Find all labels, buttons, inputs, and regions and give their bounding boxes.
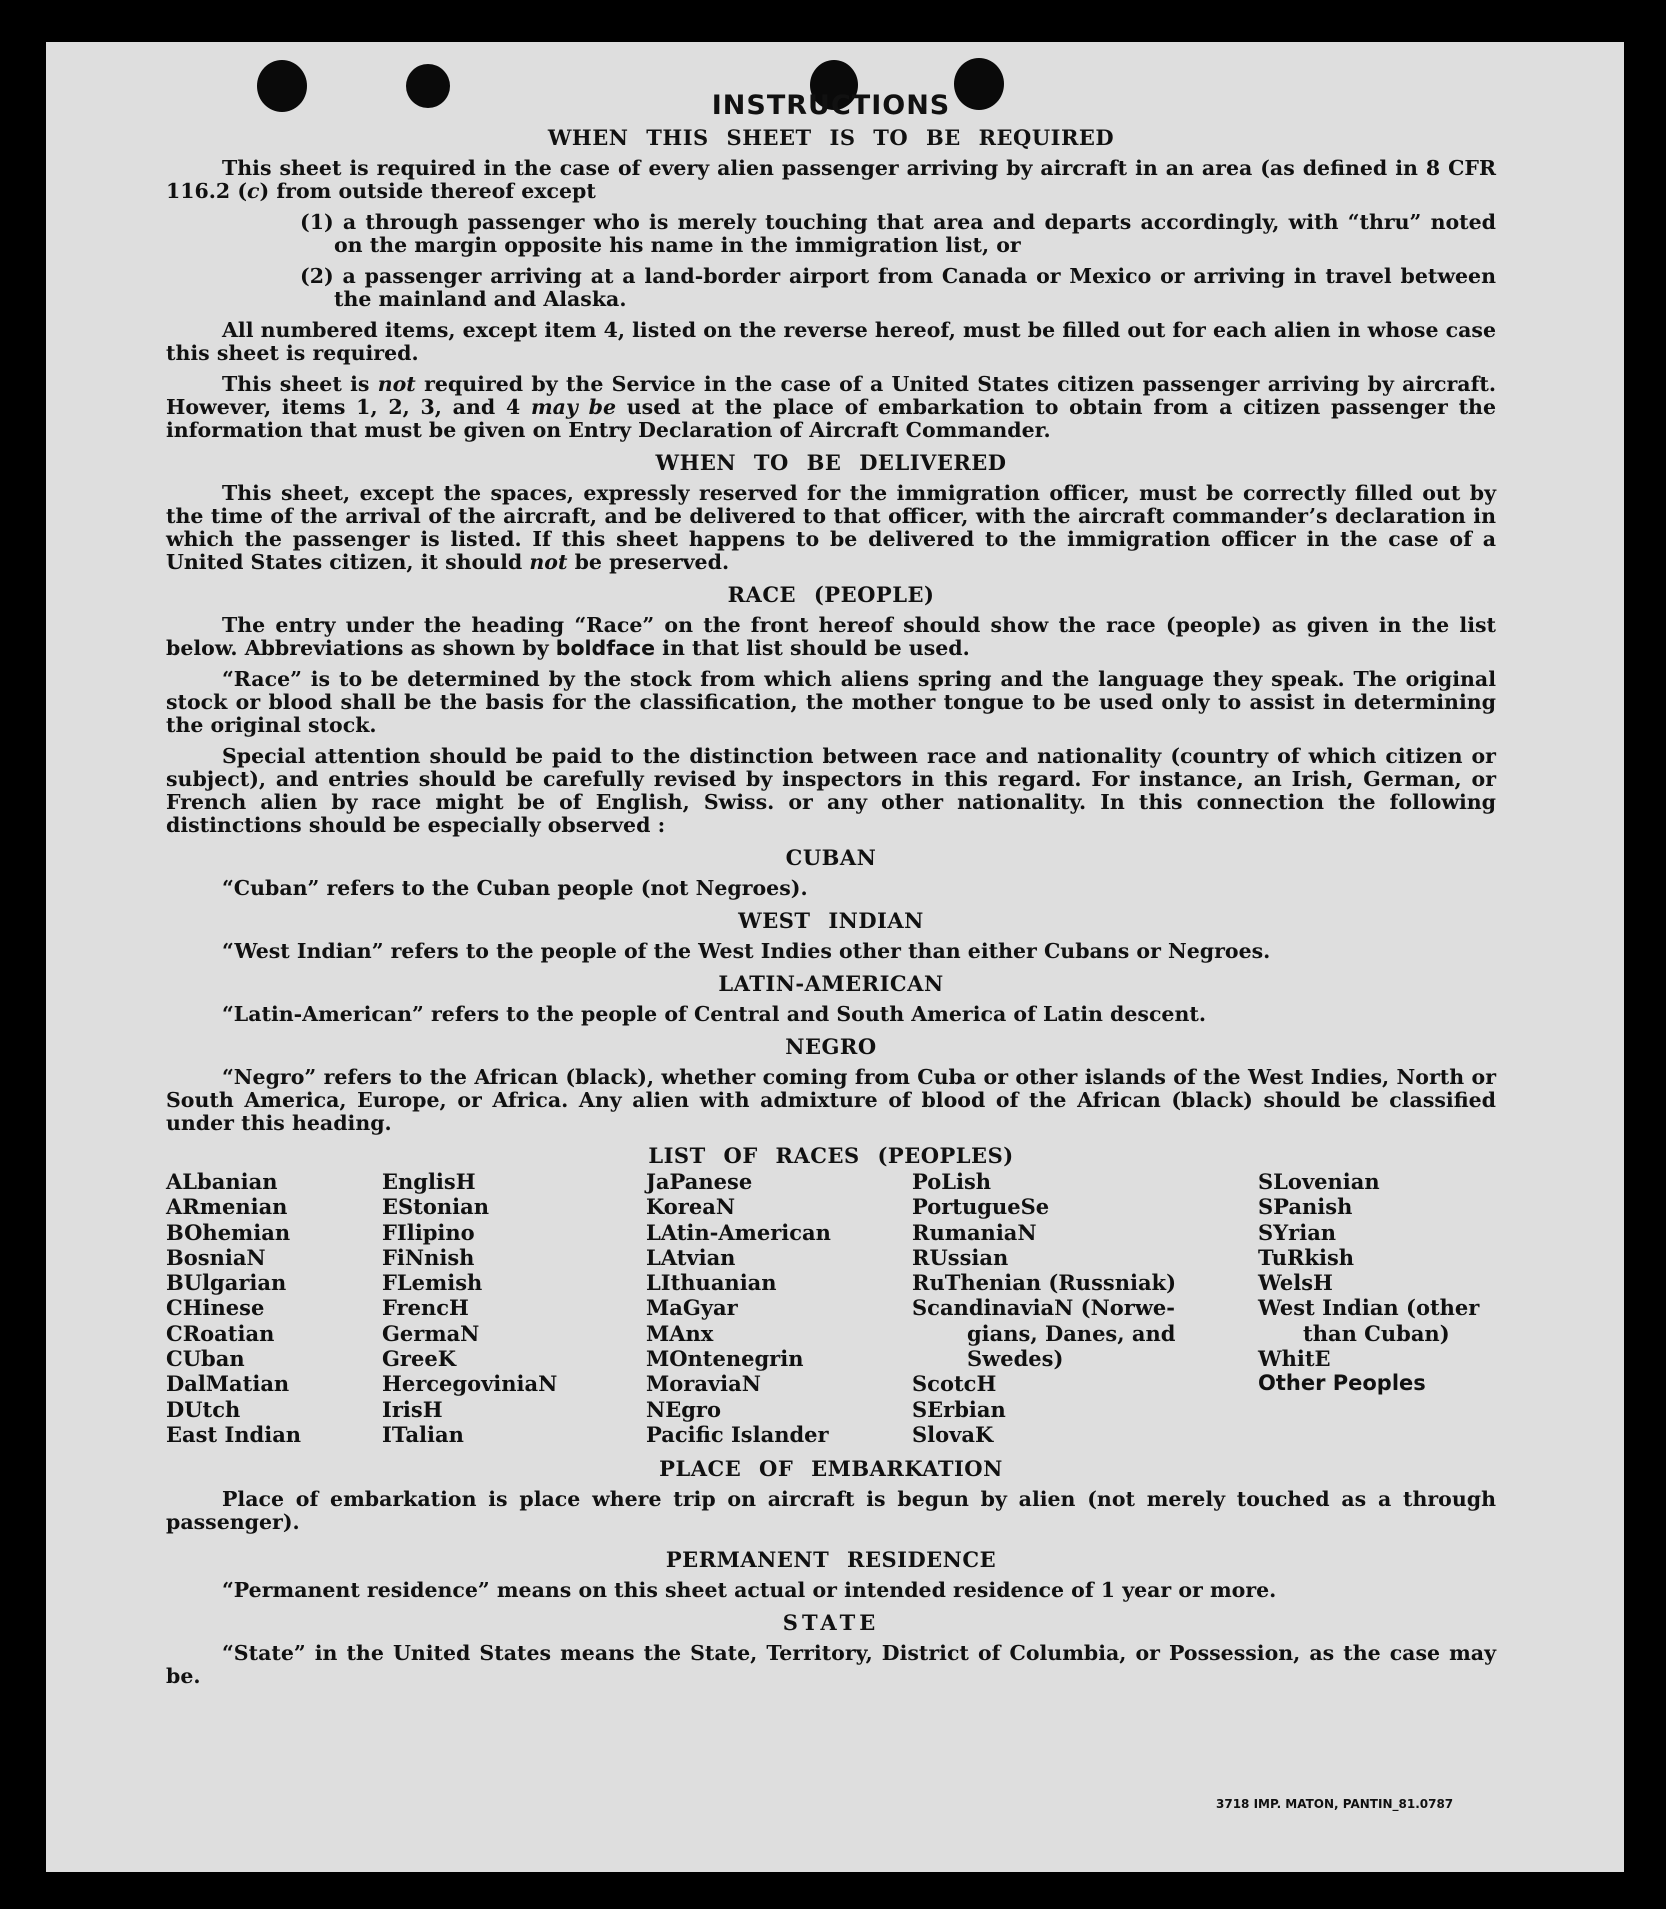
paragraph: “Latin-American” refers to the people of Central and South America of Latin descent. [222, 1002, 1206, 1026]
race-item: RumaniaN [912, 1219, 1037, 1245]
race-item: EnglisH [382, 1169, 476, 1194]
race-item: East Indian [166, 1421, 302, 1447]
race-item: RuThenian (Russniak) [912, 1270, 1177, 1296]
race-item: LAtin-American [646, 1219, 831, 1245]
heading-list-of-races: LIST OF RACES (PEOPLES) [648, 1143, 1014, 1168]
race-item: SPanish [1258, 1194, 1353, 1220]
heading-negro: NEGRO [785, 1034, 877, 1059]
race-item: PoLish [912, 1169, 992, 1194]
race-item: Pacific Islander [646, 1421, 829, 1447]
race-item: SlovaK [912, 1421, 994, 1447]
race-item: NEgro [646, 1396, 721, 1422]
paragraph: “West Indian” refers to the people of the West Indies other than either Cubans or Negroes. [222, 939, 1271, 963]
race-item: ScandinaviaN (Norwe- [912, 1295, 1176, 1321]
heading-race: RACE (PEOPLE) [727, 582, 935, 607]
heading-delivered: WHEN TO BE DELIVERED [655, 450, 1007, 475]
race-item: DalMatian [166, 1371, 290, 1397]
race-item: RUssian [912, 1244, 1009, 1270]
race-item: ALbanian [166, 1169, 278, 1194]
exception-item: (1) a through passenger who is merely touching that area and departs accordingly, with “thru” noted on the margin opposite his name in the immigration list, or [300, 210, 1496, 257]
race-item-continued: than Cuban) [1303, 1320, 1450, 1346]
races-list [166, 1169, 1496, 1447]
race-item: EStonian [382, 1194, 489, 1220]
race-item: BosniaN [166, 1244, 266, 1270]
race-item: FiNnish [382, 1244, 475, 1270]
race-item-continued: Swedes) [967, 1346, 1064, 1372]
race-item: LAtvian [646, 1244, 736, 1270]
race-item: FIlipino [382, 1219, 475, 1245]
paragraph: “Race” is to be determined by the stock from which aliens spring and the language they speak. The original stock or blood shall be the basis for the classification, the mother tongue to be used only to assist in determining the original stock. [166, 667, 1496, 737]
race-item: CUban [166, 1346, 245, 1372]
instructions-body [166, 90, 1497, 1696]
heading-state: STATE [782, 1610, 880, 1636]
race-item: FrencH [382, 1295, 469, 1321]
heading-west-indian: WEST INDIAN [738, 908, 924, 933]
race-item: GreeK [382, 1346, 456, 1372]
race-item: MaGyar [646, 1295, 738, 1321]
paragraph: “Negro” refers to the African (black), whether coming from Cuba or other islands of the West Indies, North or South America, Europe, or Africa. Any alien with admixture of blood of the African (black) should be classified under this heading. [166, 1065, 1496, 1135]
paragraph: All numbered items, except item 4, listed on the reverse hereof, must be filled out for each alien in whose case this sheet is required. [166, 318, 1496, 365]
page-title: INSTRUCTIONS [711, 90, 951, 121]
race-item: WhitE [1258, 1346, 1331, 1372]
race-item: HercegoviniaN [382, 1371, 558, 1397]
paragraph: “Cuban” refers to the Cuban people (not Negroes). [222, 876, 808, 900]
race-item: BOhemian [166, 1219, 291, 1245]
race-item: Other Peoples [1258, 1371, 1426, 1396]
races-column [912, 1169, 1258, 1447]
exception-item: (2) a passenger arriving at a land-border airport from Canada or Mexico or arriving in travel between the mainland and Alaska. [300, 264, 1496, 311]
race-item: ARmenian [166, 1194, 288, 1220]
race-item: ScotcH [912, 1371, 997, 1397]
race-item: LIthuanian [646, 1270, 777, 1296]
race-item: PortugueSe [912, 1194, 1050, 1220]
race-item: KoreaN [646, 1194, 736, 1220]
race-item: IrisH [382, 1396, 443, 1422]
race-item: FLemish [382, 1270, 483, 1296]
race-item-continued: gians, Danes, and [967, 1320, 1176, 1346]
race-item: SLovenian [1258, 1169, 1380, 1194]
paragraph: Place of embarkation is place where trip on aircraft is begun by alien (not merely touched as a through passenger). [166, 1487, 1496, 1535]
race-item: MAnx [646, 1320, 714, 1346]
race-item: BUlgarian [166, 1270, 287, 1296]
race-item: CHinese [166, 1295, 265, 1321]
race-item: MOntenegrin [646, 1346, 804, 1372]
race-item: JaPanese [646, 1169, 753, 1194]
race-item: TuRkish [1258, 1244, 1355, 1270]
printer-imprint: 3718 IMP. MATON, PANTIN_81.0787 [1216, 1797, 1454, 1811]
race-item: WelsH [1258, 1270, 1333, 1296]
heading-latin-american: LATIN-AMERICAN [718, 971, 944, 996]
heading-embarkation: PLACE OF EMBARKATION [659, 1456, 1003, 1482]
heading-cuban: CUBAN [785, 845, 877, 870]
race-item: CRoatian [166, 1320, 275, 1346]
heading-permanent-residence: PERMANENT RESIDENCE [665, 1547, 997, 1573]
document-sheet [46, 42, 1624, 1872]
heading-required: WHEN THIS SHEET IS TO BE REQUIRED [547, 125, 1115, 150]
paragraph: This sheet is required in the case of every alien passenger arriving by aircraft in an area (as defined in 8 CFR 116.2 (c) from outside thereof except [166, 156, 1496, 203]
races-column [166, 1169, 382, 1447]
race-item: West Indian (other [1258, 1295, 1480, 1321]
races-column [646, 1169, 912, 1447]
races-column [1258, 1169, 1498, 1447]
paragraph: This sheet is not required by the Service in the case of a United States citizen passenger arriving by aircraft. However, items 1, 2, 3, and 4 may be used at the place of embarkation to obtain from a citizen passenger the information that must be given on Entry Declaration of Aircraft Commander. [166, 372, 1497, 442]
races-column [382, 1169, 646, 1447]
race-item: SErbian [912, 1396, 1006, 1422]
paragraph: Special attention should be paid to the distinction between race and nationality (country of which citizen or subject), and entries should be carefully revised by inspectors in this regard. For instance, an Irish, German, or French alien by race might be of English, Swiss. or any other nationality. In this connection the following distinctions should be especially observed : [166, 744, 1496, 837]
paragraph: “State” in the United States means the State, Territory, District of Columbia, or Possession, as the case may be. [166, 1641, 1496, 1689]
race-item: SYrian [1258, 1219, 1337, 1245]
race-item: MoraviaN [646, 1371, 761, 1397]
race-item: DUtch [166, 1396, 241, 1422]
race-item: ITalian [382, 1421, 464, 1447]
paragraph: “Permanent residence” means on this sheet actual or intended residence of 1 year or more. [222, 1578, 1277, 1603]
paragraph: This sheet, except the spaces, expressly reserved for the immigration officer, must be correctly filled out by the time of the arrival of the aircraft, and be delivered to that officer, with the aircraft commander’s declaration in which the passenger is listed. If this sheet happens to be delivered to the immigration officer in the case of a United States citizen, it should not be preserved. [166, 481, 1496, 574]
race-item: GermaN [382, 1320, 480, 1346]
paragraph: The entry under the heading “Race” on the front hereof should show the race (people) as given in the list below. Abbreviations as shown by boldface in that list should be used. [166, 613, 1496, 660]
